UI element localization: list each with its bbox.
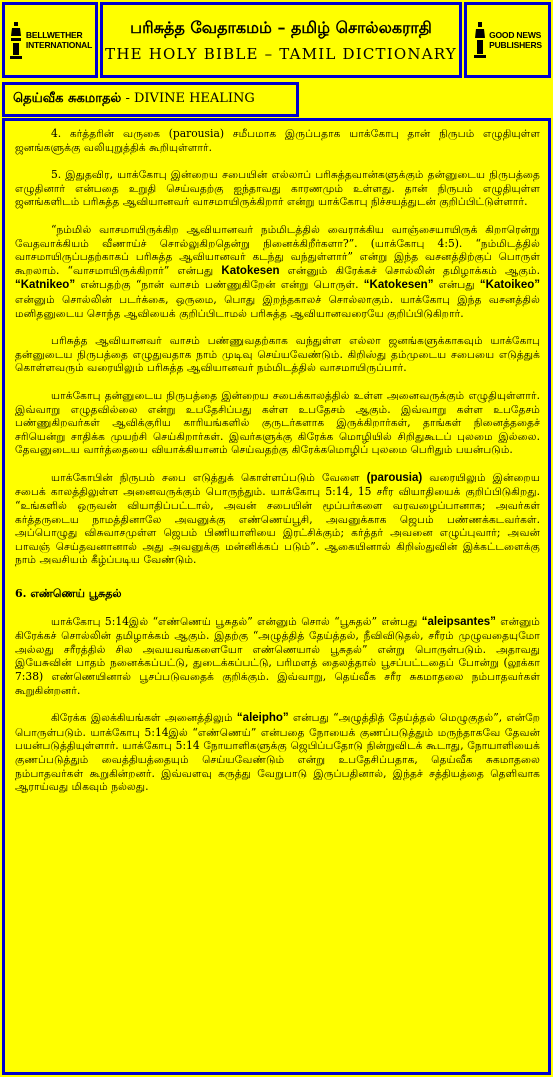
greek-term: “Katnikeo” — [15, 279, 76, 292]
logo-right-line-1: GOOD NEWS — [489, 30, 542, 40]
article-body — [2, 118, 551, 1075]
title-english: THE HOLY BIBLE – TAMIL DICTIONARY — [105, 44, 457, 63]
text: என்னும் கிரேக்கச் சொல்லின் தமிழாக்கம் ஆகும். — [287, 263, 540, 277]
title-box — [100, 2, 462, 78]
title-tamil: பரிசுத்த வேதாகமம் – தமிழ் சொல்லகராதி — [130, 17, 432, 37]
paragraph-anointing — [15, 615, 540, 698]
text: வரையிலும் இன்றைய சபைக் காலத்திலுள்ள அனைவருக்கும் பொருந்தும். யாக்கோபு 5:14, 15 சரீர வியாதியைக் குறிப்பிடுகிறது. “உங்களில் ஒருவன் வியாதிப்பட்டால், அவன் சபையின் மூப்பர்களை வரவழைப்பானாக; அவர்கள் கர்த்தருடைய நாமத்தினாலே அவனுக்கு எண்ணெய்பூசி, அவனுக்காக ஜெபம் பண்ணக்கடவர்கள். அப்பொழுது விசுவாசமுள்ள ஜெபம் பிணியாளியை இரட்சிக்கும்; கர்த்தர் அவனை எழுப்புவார்; அவன் பாவஞ் செய்தவனானால் அது அவனுக்கு மன்னிக்கப் படும்”. ஆகையினால் கிறிஸ்துவின் இக்கட்டளைக்கு நாம் அவசியம் கீழ்ப்படிய வேண்டும். — [15, 470, 540, 567]
greek-term: (parousia) — [366, 471, 423, 484]
subheading-anointing: 6. எண்ணெய் பூசுதல் — [15, 587, 122, 601]
good-news-logo — [464, 2, 551, 78]
paragraph-4: 4. கர்த்தரின் வருகை (parousia) சமீபமாக இருப்பதாக யாக்கோபு தான் நிருபம் எழுதியுள்ள ஜனங்களுக்கு வலியுறுத்திக் கூறியுள்ளார். — [15, 127, 540, 154]
logo-left-line-1: BELLWETHER — [25, 30, 83, 40]
logo-left-line-2: INTERNATIONAL — [25, 40, 93, 50]
paragraph-holy-spirit: பரிசுத்த ஆவியானவர் வாசம் பண்ணுவதற்காக வந்துள்ள எல்லா ஜனங்களுக்காகவும் யாக்கோபு தன்னுடைய நிருபத்தை எழுதுவதாக நாம் முடிவு செய்யவேண்டும். கிறிஸ்து தம்முடைய சபையை எடுத்துக் கொள்ளவரும் வரையிலும் பரிசுத்த ஆவியானவர் நம்மிடத்தில் வாசமாயிருப்பார். — [15, 334, 540, 375]
greek-term: “aleipho” — [236, 712, 289, 725]
section-title-tamil: தெய்வீக சுகமாதல் — [13, 91, 122, 106]
paragraph-aleipho — [15, 711, 540, 794]
text: என்னும் சொல்லின் படர்க்கை, ஒருமை, பொது இறந்தகாலச் சொல்லாகும். யாக்கோபு இந்த வசனத்தில் மனிதனுடைய சொந்த ஆவியைக் குறிப்பிடாமல் பரிசுத்த ஆவியானவரையே குறிப்பிடுகிறார். — [15, 292, 540, 320]
paragraph-5: 5. இதுதவிர, யாக்கோபு இன்றைய சபையின் எல்லாப் பரிசுத்தவான்களுக்கும் தன்னுடைய நிருபத்தை எழுதினார் என்பதை உறுதி செய்வதற்கு ஐந்தாவது காரணமும் உள்ளது. தான் நிருபம் எழுதியுள்ள ஜனங்களிடம் பரிசுத்த ஆவியானவர் வாசமாயிருக்கிறார் என்று யாக்கோபு நிச்சயத்துடன் குறிப்பிட்டுள்ளார். — [15, 168, 540, 209]
logo-right-line-2: PUBLISHERS — [489, 40, 542, 50]
greek-term: “Katokesen” — [363, 279, 434, 292]
greek-term: “aleipsantes” — [421, 615, 496, 628]
paragraph-false-teaching: யாக்கோபு தன்னுடைய நிருபத்தை இன்றைய சபைக்காலத்தில் உள்ள அனைவருக்கும் எழுதியுள்ளார். இவ்வாறு எழுதவில்லை என்று உபதேசிப்பது கள்ள உபதேசம் ஆகும். இவ்வாறு கள்ள உபதேசம் பண்ணுகிறவர்கள் ஆவிக்குரிய காரியங்களில் குருடர்களாக இருக்கிறார்கள், தாங்கள் நினைத்ததைச் சரியென்று சாதிக்க முயற்சி செய்கிறார்கள். இவர்களுக்கு கிரேக்க மொழியில் சிறிதுகூடப் புலமை இல்லை. தேவனுடைய வார்த்தையை வியாக்கியானம் செய்வதற்கு கிரேக்கமொழிப் புலமை பெரிதும் பயன்படும். — [15, 388, 540, 457]
paragraph-indwelling — [15, 223, 540, 320]
greek-term: Katokesen — [221, 264, 280, 277]
text: “நம்மில் வாசமாயிருக்கிற ஆவியானவர் நம்மிடத்தில் வைராக்கிய வாஞ்சையாயிருக் கிறாரென்று வேதவாக்கியம் வீணாய்ச் சொல்லுகிறதென்று நினைக்கிறீர்களா?”. (யாக்கோபு 4:5). “நம்மிடத்தில் வாசமாயிருப்பதற்காகப் பரிசுத்த ஆவியானவர் கடந்து வந்துள்ளார்” என்று இந்த வசனத்திற்குப் பொருள் கூறலாம். “வாசமாயிருக்கிறார்” என்பது — [15, 222, 540, 277]
bellwether-icon — [8, 20, 24, 60]
text: யாக்கோபின் நிருபம் சபை எடுத்துக் கொள்ளப்படும் வேளை — [51, 470, 360, 484]
greek-term: “Katoikeo” — [479, 279, 540, 292]
section-title-english: - DIVINE HEALING — [125, 91, 255, 106]
bellwether-logo — [2, 2, 98, 78]
text: என்னும் கிரேக்கச் சொல்லின் தமிழாக்கம் ஆகும். இதற்கு “அழுத்தித் தேய்த்தல், நீவிவிடுதல், சரீரம் முழுவதையுமோ அல்லது சரீரத்தில் சில அவயவங்களையோ எண்ணெயால் பூசுதல்” என்று பொருள்படும். அதாவது இயேசுவின் பாதம் நனைக்கப்பட்டு, துடைக்கப்பட்டு, பரிமளத் தைலத்தால் பூசப்பட்டதைப் போன்று (லூக்கா 7:38) எண்ணெயினால் பூசப்படுவதைக் குறிக்கும். இவ்வாறு, தெய்வீக சரீர சுகமாதலை நம்பாதவர்கள் கூறுகின்றனர். — [15, 614, 540, 697]
good-news-icon — [473, 20, 487, 60]
paragraph-james-5-14 — [15, 471, 540, 567]
text: யாக்கோபு 5:14இல் “எண்ணெய் பூசுதல்” என்னும் சொல் “பூசுதல்” என்பது — [51, 614, 418, 628]
text: என்பது “அழுத்தித் தேய்த்தல் மெழுகுதல்”, என்றே பொருள்படும். யாக்கோபு 5:14இல் “எண்ணெய்” என்பதை நோயைக் குணப்படுத்தும் மருந்தாகவே தேவன் பயன்படுத்தியுள்ளார். யாக்கோபு 5:14 நோயாளிகளுக்கு ஜெபிப்பதோடு நின்றுவிடக் கூடாது, நோயாளியைக் குணப்படுத்தும் வைத்தியத்தையும் செய்யவேண்டும் என்று உபதேசிப்பதாக, தெய்வீக சுகமாதலை நம்பாதவர்கள் கூறுகின்றனர். இவ்வளவு கருத்து வேறுபாடு இருப்பதினால், இந்தச் சத்தியத்தை தெளிவாக ஆராய்வது மிகவும் நல்லது. — [15, 711, 540, 794]
text: கிரேக்க இலக்கியங்கள் அனைத்திலும் — [51, 711, 233, 725]
text: என்பதற்கு “நான் வாசம் பண்ணுகிறேன் என்று பொருள். — [80, 278, 359, 292]
text: என்பது — [438, 278, 475, 292]
section-heading — [2, 82, 299, 117]
